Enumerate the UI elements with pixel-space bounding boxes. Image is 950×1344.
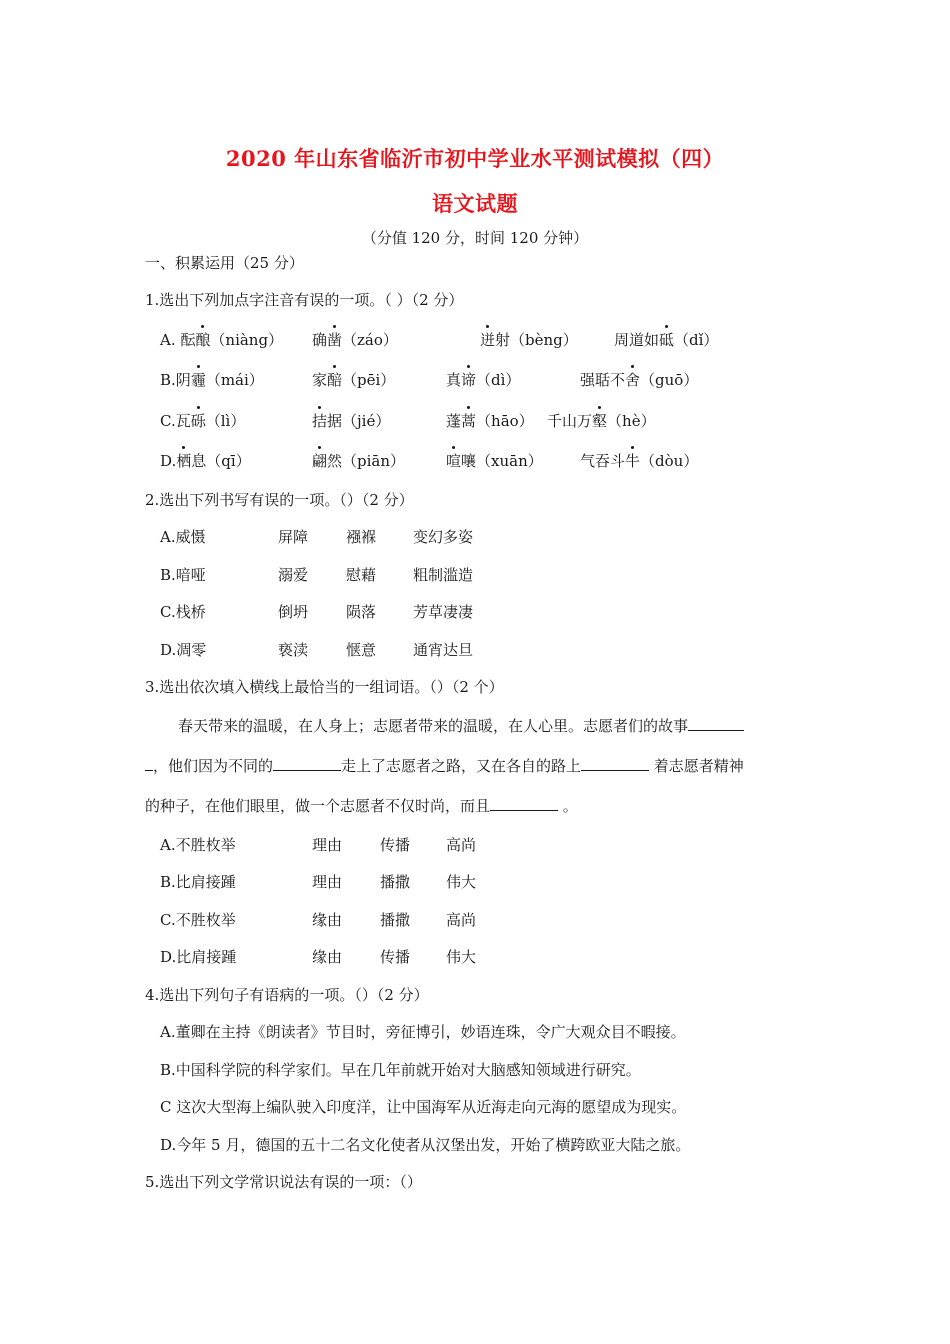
- q4-option-a: A.董卿在主持《朗读者》节目时，旁征博引，妙语连珠，令广大观众目不暇接。: [160, 1023, 686, 1041]
- q3-option-cell: 传播: [380, 948, 411, 966]
- q3-option-cell: 理由: [312, 873, 343, 891]
- q3-passage-text: 的种子，在他们眼里，做一个志愿者不仅时尚，而且: [145, 797, 491, 815]
- emphasized-char: 壑: [592, 412, 608, 430]
- q2-option-cell: 溺爱: [278, 566, 309, 584]
- option-text: 息: [191, 452, 207, 470]
- emphasized-char: 栖: [176, 452, 192, 470]
- option-text: 家: [312, 371, 328, 389]
- option-text: 然: [327, 452, 343, 470]
- pinyin: （jié）: [342, 412, 391, 430]
- option-text: 气吞斗: [580, 452, 626, 470]
- option-text: 确: [312, 331, 328, 349]
- pinyin: （hè）: [607, 412, 656, 430]
- q1-option-item: [160, 370, 264, 390]
- q3-option-cell: 播撒: [380, 873, 411, 891]
- pinyin: （hāo）: [476, 412, 534, 430]
- q2-option-cell: 粗制滥造: [413, 566, 474, 584]
- q2-option-cell: 慰藉: [346, 566, 377, 584]
- q2-option-cell: 倒坍: [278, 603, 309, 621]
- q2-option-cell: 襁褓: [346, 528, 377, 546]
- option-text: 嚷: [461, 452, 477, 470]
- q2-option-cell: 陨落: [346, 603, 377, 621]
- q3-passage-line1: [178, 716, 744, 736]
- option-text: 周道如: [614, 331, 660, 349]
- fill-blank-2[interactable]: [273, 756, 341, 771]
- q1-option-item: [446, 451, 543, 471]
- q3-option-cell: A.不胜枚举: [160, 836, 236, 854]
- emphasized-char: 翩: [312, 452, 328, 470]
- pinyin: （bèng）: [510, 331, 578, 349]
- emphasized-char: 霾: [190, 371, 206, 389]
- pinyin: （pēi）: [342, 371, 396, 389]
- q2-option-cell: B.喑哑: [160, 566, 206, 584]
- q3-option-cell: 理由: [312, 836, 343, 854]
- emphasized-char: 砥: [659, 331, 675, 349]
- q3-option-cell: 高尚: [446, 836, 477, 854]
- option-prefix: D.: [160, 452, 177, 470]
- q1-option-item: [446, 411, 534, 431]
- q4-option-c: C 这次大型海上编队驶入印度洋，让中国海军从近海走向元海的愿望成为现实。: [160, 1098, 687, 1116]
- option-text: 酝: [180, 331, 196, 349]
- option-text: 强聒不: [580, 371, 626, 389]
- q3-option-cell: 传播: [380, 836, 411, 854]
- q1-option-item: [312, 411, 390, 431]
- page-subtitle: 语文试题: [432, 191, 518, 216]
- option-prefix: A.: [160, 331, 181, 349]
- q3-passage-text: ，他们因为不同的: [153, 757, 274, 775]
- emphasized-char: 酿: [195, 331, 211, 349]
- fill-blank-1-cont[interactable]: [145, 756, 153, 771]
- q3-option-cell: 伟大: [446, 948, 477, 966]
- pinyin: （lì）: [205, 412, 246, 430]
- q1-option-item: [312, 451, 405, 471]
- exam-meta: （分值 120 分，时间 120 分钟）: [361, 229, 589, 247]
- q4-option-b: B.中国科学院的科学家们。早在几年前就开始对大脑感知领域进行研究。: [160, 1061, 641, 1079]
- q1-option-item: [547, 411, 656, 431]
- q3-option-cell: 缘由: [312, 911, 343, 929]
- emphasized-char: 迸: [480, 331, 496, 349]
- q3-option-cell: 播撒: [380, 911, 411, 929]
- q2-option-cell: 通宵达旦: [413, 641, 474, 659]
- emphasized-char: 喧: [446, 452, 462, 470]
- emphasized-char: 醅: [327, 371, 343, 389]
- fill-blank-3[interactable]: [581, 756, 649, 771]
- q2-option-cell: C.栈桥: [160, 603, 206, 621]
- q2-option-cell: 屏障: [278, 528, 309, 546]
- q1-option-item: [160, 451, 251, 471]
- q1-option-item: [580, 370, 698, 390]
- emphasized-char: 谛: [461, 371, 477, 389]
- option-text: 蓬: [446, 412, 462, 430]
- pinyin: （dǐ）: [674, 331, 719, 349]
- q4-option-d: D.今年 5 月，德国的五十二名文化使者从汉堡出发，开始了横跨欧亚大陆之旅。: [160, 1136, 691, 1154]
- pinyin: （xuān）: [476, 452, 543, 470]
- q2-option-cell: 变幻多姿: [413, 528, 474, 546]
- q5-stem: 5.选出下列文学常识说法有误的一项：（）: [145, 1173, 422, 1191]
- emphasized-char: 拮: [312, 412, 328, 430]
- q1-option-item: [580, 451, 698, 471]
- pinyin: （niàng）: [210, 331, 284, 349]
- q1-option-item: [312, 330, 398, 350]
- option-prefix: B.: [160, 371, 176, 389]
- q1-option-item: [160, 330, 283, 350]
- q2-option-cell: 惬意: [346, 641, 377, 659]
- q4-stem: 4.选出下列句子有语病的一项。（）（2 分）: [145, 986, 429, 1004]
- q1-option-item: [614, 330, 718, 350]
- emphasized-char: 凿: [327, 331, 343, 349]
- section-heading: 一、积累运用（25 分）: [145, 254, 304, 272]
- q1-stem: 1.选出下列加点字注音有误的一项。（ ）（2 分）: [145, 291, 464, 309]
- q1-option-item: [160, 411, 245, 431]
- option-text: 千山万: [547, 412, 593, 430]
- option-text: 瓦: [175, 412, 191, 430]
- option-text: 据: [327, 412, 343, 430]
- emphasized-char: 蒿: [461, 412, 477, 430]
- pinyin: （qī）: [206, 452, 251, 470]
- q3-passage-line3: [145, 796, 578, 816]
- q1-option-item: [312, 370, 395, 390]
- pinyin: （dòu）: [640, 452, 699, 470]
- option-text: 射: [495, 331, 511, 349]
- q3-passage-line2: [145, 756, 744, 776]
- q2-option-cell: A.威慑: [160, 528, 206, 546]
- q3-option-cell: B.比肩接踵: [160, 873, 236, 891]
- q3-stem: 3.选出依次填入横线上最恰当的一组词语。（）（2 个）: [145, 678, 504, 696]
- q1-option-item: [446, 370, 520, 390]
- q3-option-cell: 伟大: [446, 873, 477, 891]
- emphasized-char: 舍: [625, 371, 641, 389]
- q3-passage-text: 。: [558, 797, 578, 815]
- q3-option-cell: D.比肩接踵: [160, 948, 237, 966]
- pinyin: （záo）: [342, 331, 398, 349]
- q3-passage-text: 春天带来的温暖，在人身上；志愿者带来的温暖，在人心里。志愿者们的故事: [178, 717, 689, 735]
- q3-option-cell: 缘由: [312, 948, 343, 966]
- pinyin: （guō）: [640, 371, 699, 389]
- q3-passage-text: 着志愿者精神: [649, 757, 744, 775]
- pinyin: （mái）: [205, 371, 264, 389]
- q3-passage-text: 走上了志愿者之路，又在各自的路上: [341, 757, 582, 775]
- q3-option-cell: 高尚: [446, 911, 477, 929]
- option-text: 真: [446, 371, 462, 389]
- q3-option-cell: C.不胜枚举: [160, 911, 236, 929]
- emphasized-char: 砾: [190, 412, 206, 430]
- fill-blank-4[interactable]: [490, 796, 558, 811]
- page-title: 2020 年山东省临沂市初中学业水平测试模拟（四）: [225, 146, 725, 171]
- option-prefix: C.: [160, 412, 176, 430]
- pinyin: （dì）: [476, 371, 521, 389]
- option-text: 阴: [175, 371, 191, 389]
- q2-stem: 2.选出下列书写有误的一项。（）（2 分）: [145, 491, 414, 509]
- q1-option-item: [480, 330, 578, 350]
- emphasized-char: 牛: [625, 452, 641, 470]
- pinyin: （piān）: [342, 452, 406, 470]
- q2-option-cell: 亵渎: [278, 641, 309, 659]
- q2-option-cell: D.凋零: [160, 641, 207, 659]
- q2-option-cell: 芳草凄凄: [413, 603, 474, 621]
- fill-blank-1[interactable]: [688, 716, 744, 731]
